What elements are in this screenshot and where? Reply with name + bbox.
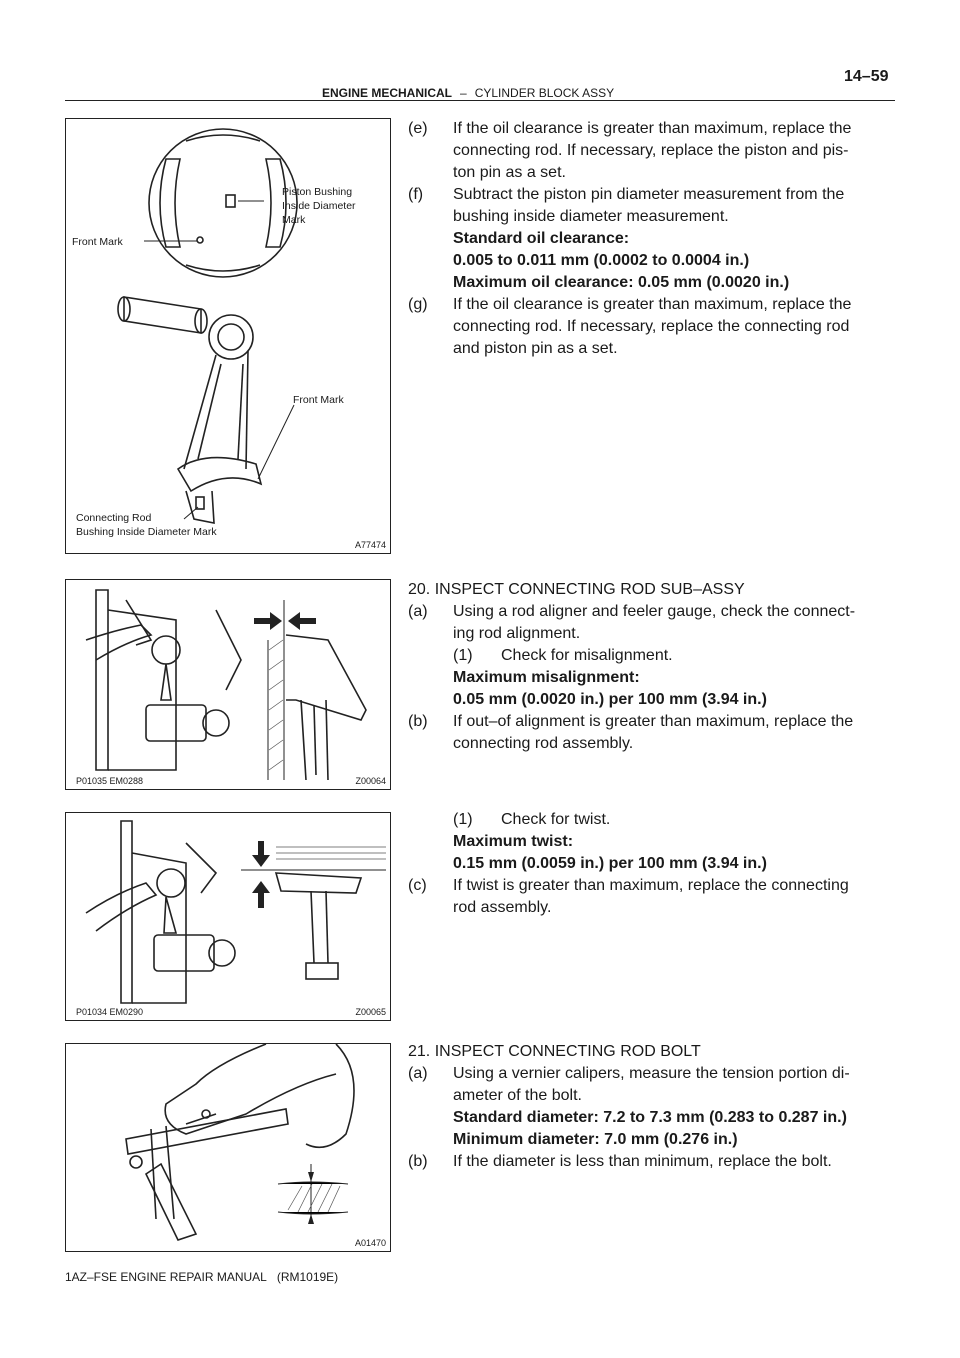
step-g-marker: (g) <box>408 296 428 313</box>
step-21b <box>408 1151 896 1173</box>
step-20a-sub1-marker: (1) <box>453 647 473 664</box>
step-f <box>408 184 896 294</box>
figure-id: A01470 <box>354 1238 386 1248</box>
step-21a-marker: (a) <box>408 1065 428 1082</box>
step-21a <box>408 1063 896 1151</box>
step-twist-text: Check for twist. <box>501 811 611 828</box>
header-section: ENGINE MECHANICAL <box>322 86 453 100</box>
step-e-line-1: If the oil clearance is greater than maximum, replace the <box>453 120 852 137</box>
rod-twist-drawing <box>66 813 390 1020</box>
step-20c-line-1: If twist is greater than maximum, replace the connecting <box>453 877 849 894</box>
rod-alignment-drawing <box>66 580 390 789</box>
step-21a-line-2: ameter of the bolt. <box>453 1087 582 1104</box>
page-footer <box>65 1270 338 1284</box>
step-20c-marker: (c) <box>408 877 427 894</box>
label-rod-bushing-mark: Connecting Rod Bushing Inside Diameter Mark <box>76 512 217 538</box>
figure-rod-twist <box>65 812 391 1021</box>
header-rule <box>65 100 895 101</box>
header-separator: – <box>460 86 467 100</box>
step-e <box>408 118 896 184</box>
figure-id: Z00064 <box>355 776 386 786</box>
step-20a-sub1 <box>453 645 896 667</box>
step-21b-line-1: If the diameter is less than minimum, replace the bolt. <box>453 1153 832 1170</box>
page-number: 14–59 <box>844 68 889 85</box>
spec-max-twist-value: 0.15 mm (0.0059 in.) per 100 mm (3.94 in.) <box>453 855 767 872</box>
figure-subcode: P01034 EM0290 <box>76 1007 144 1017</box>
spec-max-oil-clearance: Maximum oil clearance: 0.05 mm (0.0020 in.) <box>453 274 790 291</box>
step-twist-marker: (1) <box>453 811 473 828</box>
step-20b-marker: (b) <box>408 713 428 730</box>
step-21a-line-1: Using a vernier calipers, measure the tension portion di- <box>453 1065 850 1082</box>
spec-standard-oil-clearance-value: 0.005 to 0.011 mm (0.0002 to 0.0004 in.) <box>453 252 750 269</box>
spec-standard-diameter: Standard diameter: 7.2 to 7.3 mm (0.283 to 0.287 in.) <box>453 1109 847 1126</box>
section-20-title: 20. INSPECT CONNECTING ROD SUB–ASSY <box>408 581 745 598</box>
footer-code: (RM1019E) <box>276 1270 339 1284</box>
figure-connecting-rod-marks <box>65 118 391 554</box>
bolt-caliper-drawing <box>66 1044 390 1251</box>
header-subsection: CYLINDER BLOCK ASSY <box>474 86 615 100</box>
figure-subcode: P01035 EM0288 <box>76 776 144 786</box>
step-20b-line-2: connecting rod assembly. <box>453 735 634 752</box>
section-21-title: 21. INSPECT CONNECTING ROD BOLT <box>408 1043 701 1060</box>
step-20a-line-1: Using a rod aligner and feeler gauge, check the connect- <box>453 603 856 620</box>
header-title <box>322 86 614 100</box>
label-piston-bushing-mark: Piston Bushing Inside Diameter Mark <box>282 186 356 226</box>
figure-rod-alignment <box>65 579 391 790</box>
step-20c-line-2: rod assembly. <box>453 899 552 916</box>
step-20a-marker: (a) <box>408 603 428 620</box>
step-f-marker: (f) <box>408 186 424 203</box>
figure-bolt-caliper <box>65 1043 391 1252</box>
spec-max-misalignment-label: Maximum misalignment: <box>453 669 640 686</box>
label-front-mark-top: Front Mark <box>72 236 123 248</box>
spec-minimum-diameter: Minimum diameter: 7.0 mm (0.276 in.) <box>453 1131 738 1148</box>
footer-manual: 1AZ–FSE ENGINE REPAIR MANUAL <box>65 1270 267 1284</box>
steps-block-twist <box>408 809 896 919</box>
steps-block-20 <box>408 579 896 755</box>
step-21b-marker: (b) <box>408 1153 428 1170</box>
step-20a-sub1-text: Check for misalignment. <box>501 647 673 664</box>
step-e-line-3: ton pin as a set. <box>453 164 566 181</box>
spec-max-misalignment-value: 0.05 mm (0.0020 in.) per 100 mm (3.94 in.) <box>453 691 767 708</box>
step-g-line-1: If the oil clearance is greater than maximum, replace the <box>453 296 852 313</box>
step-20a-line-2: ing rod alignment. <box>453 625 581 642</box>
step-20b <box>408 711 896 755</box>
label-front-mark-rod: Front Mark <box>293 394 344 406</box>
figure-id: Z00065 <box>355 1007 386 1017</box>
step-g-line-2: connecting rod. If necessary, replace the connecting rod <box>453 318 850 335</box>
figure-id: A77474 <box>354 540 386 550</box>
step-e-marker: (e) <box>408 120 428 137</box>
steps-block-1 <box>408 118 896 360</box>
step-20b-line-1: If out–of alignment is greater than maximum, replace the <box>453 713 854 730</box>
step-f-line-1: Subtract the piston pin diameter measurement from the <box>453 186 845 203</box>
step-g-line-3: and piston pin as a set. <box>453 340 618 357</box>
spec-max-twist-label: Maximum twist: <box>453 833 574 850</box>
step-e-line-2: connecting rod. If necessary, replace the piston and pis- <box>453 142 849 159</box>
step-20a-sub-twist <box>453 809 896 831</box>
spec-standard-oil-clearance-label: Standard oil clearance: <box>453 230 630 247</box>
step-20c <box>408 875 896 919</box>
step-f-line-2: bushing inside diameter measurement. <box>453 208 729 225</box>
step-g <box>408 294 896 360</box>
steps-block-21 <box>408 1041 896 1173</box>
step-20a <box>408 601 896 711</box>
